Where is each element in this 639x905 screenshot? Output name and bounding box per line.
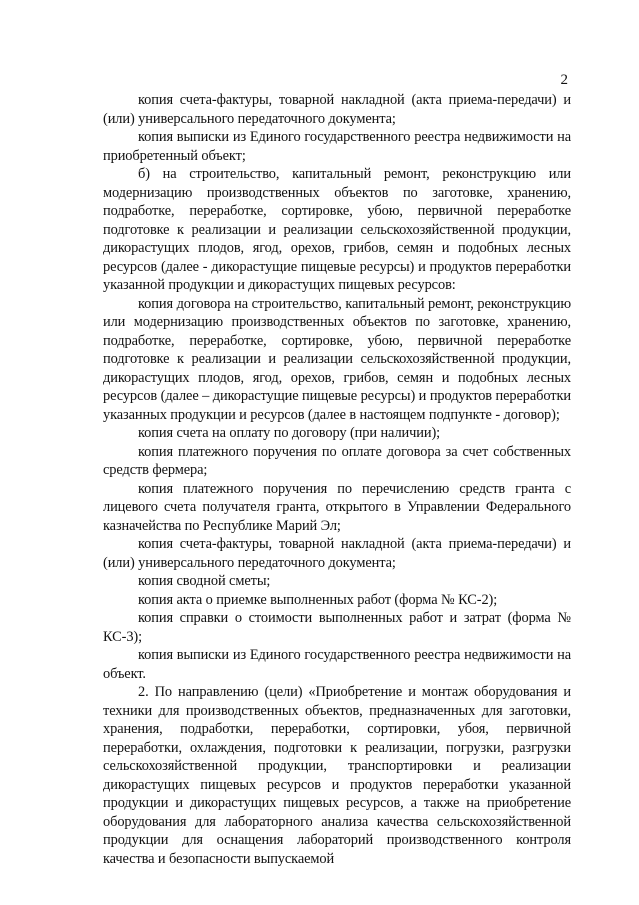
page-number: 2 xyxy=(560,72,568,88)
paragraph-item-2-equipment: 2. По направлению (цели) «Приобретение и монтаж оборудования и техники для производственных объектов, предназначенных для заготовки, хранения, подработки, переработки, сортировки, убоя, первичной переработки, охлаждения, подготовки к реализации, погрузки, разгрузки сельскохозяйственной продукции, транспортировки и реализации дикорастущих пищевых ресурсов и продуктов переработки указанной продукции и дикорастущих пищевых ресурсов, а также на приобретение оборудования для лабораторного анализа качества сельскохозяйственной продукции для оснащения лабораторий производственного контроля качества и безопасности выпускаемой xyxy=(103,684,571,867)
paragraph-invoice-copy-2: копия счета-фактуры, товарной накладной (акта приема-передачи) и (или) универсального передаточного документа; xyxy=(103,536,571,571)
paragraph-payment-order-own-funds: копия платежного поручения по оплате договора за счет собственных средств фермера; xyxy=(103,443,571,478)
paragraph-payment-invoice: копия счета на оплату по договору (при наличии); xyxy=(138,425,441,441)
paragraph-registry-extract-object: копия выписки из Единого государственного реестра недвижимости на объект. xyxy=(103,647,571,682)
paragraph-summary-estimate: копия сводной сметы; xyxy=(138,573,271,589)
paragraph-registry-extract-acquired: копия выписки из Единого государственного реестра недвижимости на приобретенный объект; xyxy=(103,129,571,164)
paragraph-ks3-certificate: копия справки о стоимости выполненных работ и затрат (форма № КС-3); xyxy=(103,610,571,645)
paragraph-subitem-b-construction: б) на строительство, капитальный ремонт, реконструкцию или модернизацию производственных объектов по заготовке, хранению, подработке, переработке, сортировке, убою, первичной переработке подготовке к реализации и реализации сельскохозяйственной продукции, дикорастущих плодов, ягод, орехов, грибов, семян и подобных лесных ресурсов (далее - дикорастущие пищевые ресурсы) и продуктов переработки указанной продукции и дикорастущих пищевых ресурсов: xyxy=(103,166,571,293)
paragraph-payment-order-grant: копия платежного поручения по перечислению средств гранта с лицевого счета получателя гранта, открытого в Управлении Федерального казначейства по Республике Марий Эл; xyxy=(103,480,571,534)
paragraph-construction-contract-copy: копия договора на строительство, капитальный ремонт, реконструкцию или модернизацию производственных объектов по заготовке, хранению, подработке, переработке, сортировке, убою, первичной переработке подготовке к реализации и реализации сельскохозяйственной продукции, дикорастущих плодов, ягод, орехов, грибов, семян и подобных лесных ресурсов (далее – дикорастущие пищевые ресурсы) и продуктов переработки указанных продукции и ресурсов (далее в настоящем подпункте - договор); xyxy=(103,295,571,423)
document-body xyxy=(103,91,571,868)
paragraph-ks2-act: копия акта о приемке выполненных работ (форма № КС-2); xyxy=(138,591,498,608)
paragraph-invoice-copy: копия счета-фактуры, товарной накладной (акта приема-передачи) и (или) универсального передаточного документа; xyxy=(103,92,571,127)
